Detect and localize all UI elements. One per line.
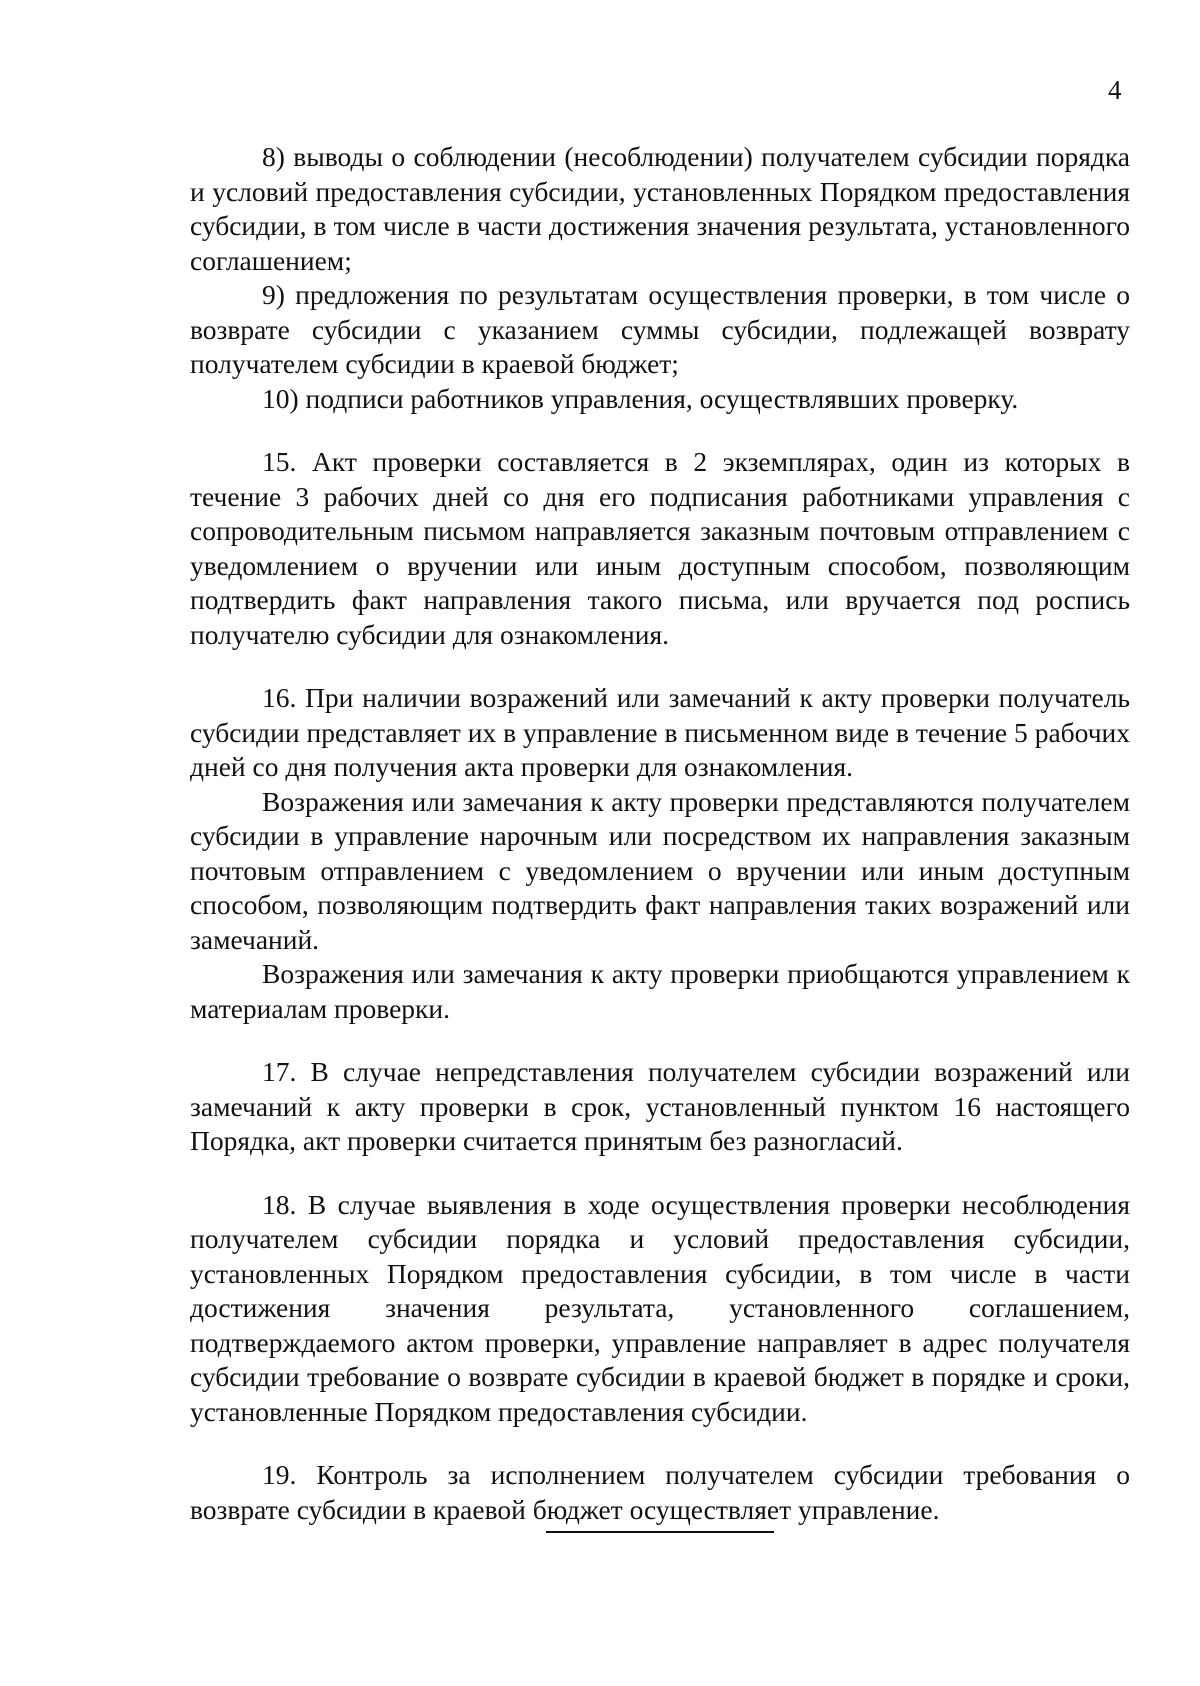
clause-18: 18. В случае выявления в ходе осуществления проверки несоблюдения получателем субсидии порядка и условий предоставления субсидии, установленных Порядком предоставления субсидии, в том числе в части достижения значения результата, установленного соглашением, подтверждаемого актом проверки, управление направляет в адрес получателя субсидии требование о возврате субсидии в краевой бюджет в порядке и сроки, установленные Порядком предоставления субсидии. [190,1188,1130,1427]
list-item-9-proposals: 9) предложения по результатам осуществления проверки, в том числе о возврате субсидии с указанием суммы субсидии, подлежащей возврату получателем субсидии в краевой бюджет; [190,279,1130,379]
document-end-line [546,1531,774,1533]
list-item-10-signatures: 10) подписи работников управления, осуществлявших проверку. [262,382,1019,414]
clause-16-objections-attachment: Возражения или замечания к акту проверки приобщаются управлением к материалам проверки. [190,958,1130,1024]
clause-16-objections-submission: Возражения или замечания к акту проверки представляются получателем субсидии в управление нарочным или посредством их направления заказным почтовым отправлением с уведомлением о вручении или иным доступным способом, позволяющим подтвердить факт направления таких возражений или замечаний. [190,785,1130,955]
clause-19: 19. Контроль за исполнением получателем субсидии требования о возврате субсидии в краевой бюджет осуществляет управление. [190,1459,1130,1525]
document-body [190,140,1130,1527]
clause-17: 17. В случае непредставления получателем субсидии возражений или замечаний к акту проверки в срок, установленный пунктом 16 настоящего Порядка, акт проверки считается принятым без разногласий. [190,1056,1130,1156]
clause-16: 16. При наличии возражений или замечаний к акту проверки получатель субсидии представляет их в управление в письменном виде в течение 5 рабочих дней со дня получения акта проверки для ознакомления. [190,682,1130,782]
page-number: 4 [1108,75,1122,105]
list-item-8-conclusions: 8) выводы о соблюдении (несоблюдении) получателем субсидии порядка и условий предоставления субсидии, установленных Порядком предоставления субсидии, в том числе в части достижения значения результата, установленного соглашением; [190,141,1130,276]
clause-15: 15. Акт проверки составляется в 2 экземплярах, один из которых в течение 3 рабочих дней со дня его подписания работниками управления с сопроводительным письмом направляется заказным почтовым отправлением с уведомлением о вручении или иным доступным способом, позволяющим подтвердить факт направления такого письма, или вручается под роспись получателю субсидии для ознакомления. [190,446,1130,650]
